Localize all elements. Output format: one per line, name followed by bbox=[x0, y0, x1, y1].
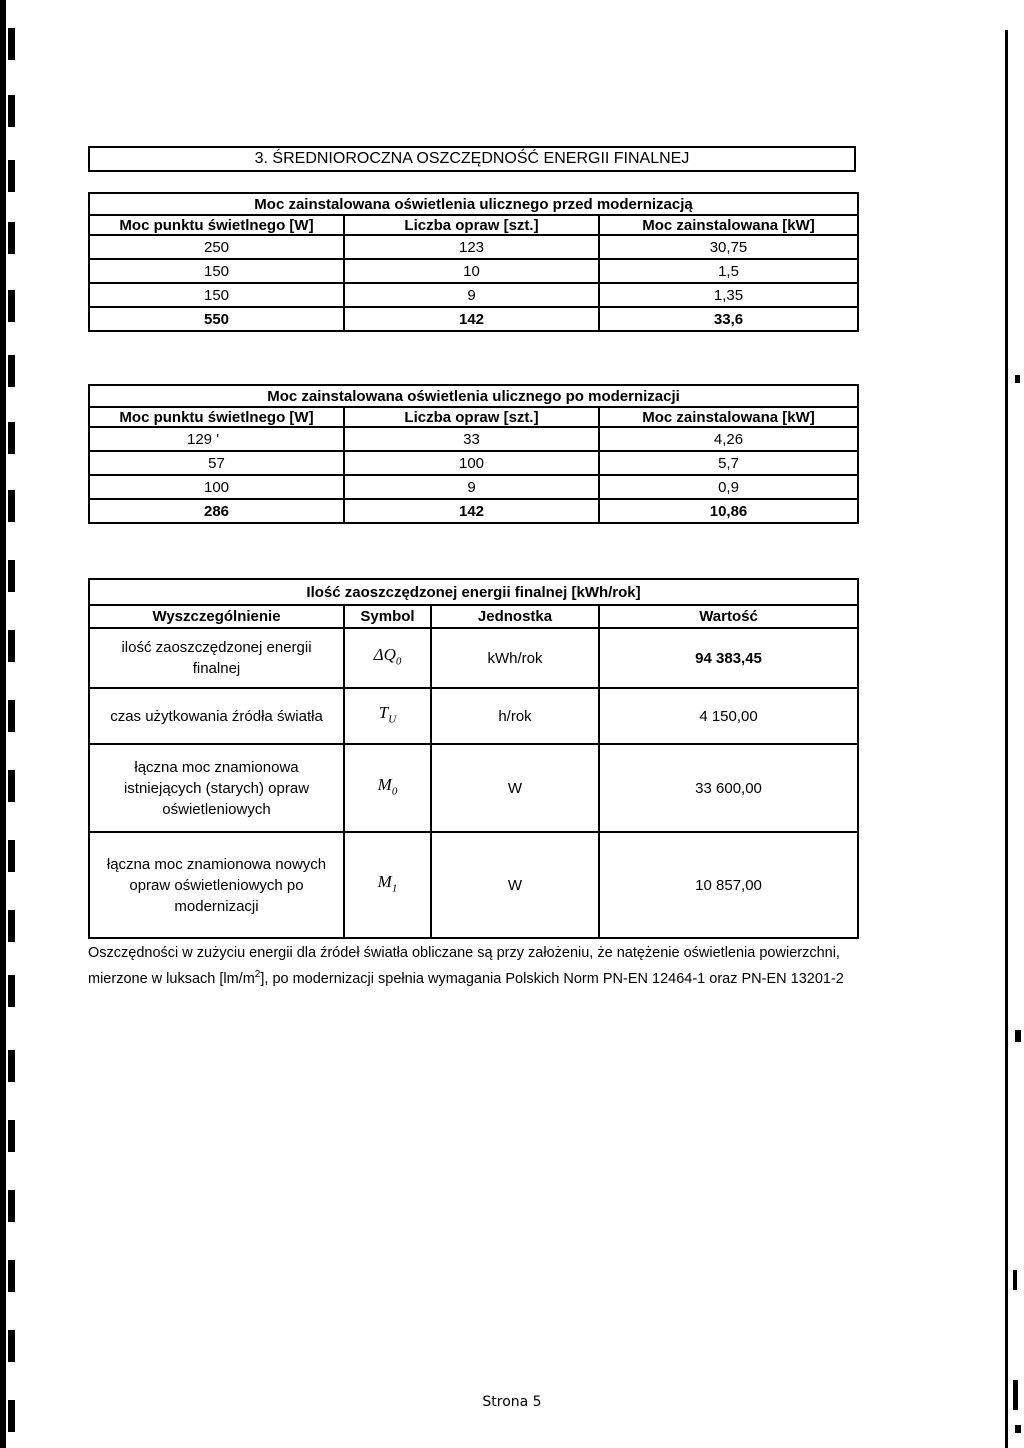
table-cell: czas użytkowania źródła światła bbox=[89, 688, 344, 744]
table-cell: h/rok bbox=[431, 688, 599, 744]
table-caption: Moc zainstalowana oświetlenia ulicznego po modernizacji bbox=[89, 385, 858, 407]
column-header-symbol: Symbol bbox=[344, 605, 431, 628]
table-cell: 142 bbox=[344, 307, 599, 331]
table-cell: 57 bbox=[89, 451, 344, 475]
symbol-cell bbox=[344, 744, 431, 832]
table-total-row bbox=[89, 499, 858, 523]
table-row bbox=[89, 451, 858, 475]
table-cell: 150 bbox=[89, 259, 344, 283]
symbol-text: M bbox=[377, 774, 392, 794]
table-cell: 30,75 bbox=[599, 235, 858, 259]
table-cell: 0,9 bbox=[599, 475, 858, 499]
symbol-subscript: 0 bbox=[395, 655, 402, 668]
column-header-fixture-count: Liczba opraw [szt.] bbox=[344, 215, 599, 235]
table-energy-savings bbox=[88, 578, 859, 939]
table-cell: łączna moc znamionowa istniejących (starych) opraw oświetleniowych bbox=[89, 744, 344, 832]
page-number: Strona 5 bbox=[482, 1394, 542, 1410]
table-row bbox=[89, 628, 858, 688]
table-cell: 33,6 bbox=[599, 307, 858, 331]
table-cell: 550 bbox=[89, 307, 344, 331]
symbol-subscript: 0 bbox=[391, 785, 398, 798]
table-cell: 33 600,00 bbox=[599, 744, 858, 832]
column-header-value: Wartość bbox=[599, 605, 858, 628]
symbol-text: ΔQ bbox=[373, 644, 396, 664]
table-cell: łączna moc znamionowa nowych opraw oświetleniowych po modernizacji bbox=[89, 832, 344, 938]
table-cell: 9 bbox=[344, 283, 599, 307]
table-cell: 250 bbox=[89, 235, 344, 259]
table-caption: Ilość zaoszczędzonej energii finalnej [kWh/rok] bbox=[89, 579, 858, 605]
table-cell: 94 383,45 bbox=[599, 628, 858, 688]
footnote-superscript: 2 bbox=[254, 969, 261, 980]
table-cell: 10,86 bbox=[599, 499, 858, 523]
table-cell: kWh/rok bbox=[431, 628, 599, 688]
table-cell: 4,26 bbox=[599, 427, 858, 451]
table-cell: 100 bbox=[89, 475, 344, 499]
table-cell: 4 150,00 bbox=[599, 688, 858, 744]
table-cell: 1,5 bbox=[599, 259, 858, 283]
column-header-item: Wyszczególnienie bbox=[89, 605, 344, 628]
symbol-cell bbox=[344, 688, 431, 744]
scan-left-border bbox=[0, 0, 6, 1448]
table-cell: 142 bbox=[344, 499, 599, 523]
table-before-modernization bbox=[88, 192, 859, 332]
table-cell: 286 bbox=[89, 499, 344, 523]
column-header-fixture-count: Liczba opraw [szt.] bbox=[344, 407, 599, 427]
table-caption: Moc zainstalowana oświetlenia ulicznego przed modernizacją bbox=[89, 193, 858, 215]
table-cell: 100 bbox=[344, 451, 599, 475]
symbol-text: M bbox=[377, 871, 392, 891]
column-header-unit: Jednostka bbox=[431, 605, 599, 628]
table-cell: 123 bbox=[344, 235, 599, 259]
table-row bbox=[89, 235, 858, 259]
footnote-text-end: ], po modernizacji spełnia wymagania Polskich Norm PN-EN 12464-1 oraz PN-EN 13201-2 bbox=[260, 970, 844, 987]
symbol-cell bbox=[344, 628, 431, 688]
table-cell: W bbox=[431, 832, 599, 938]
table-total-row bbox=[89, 307, 858, 331]
scan-right-edge bbox=[1005, 30, 1024, 1448]
table-cell: 33 bbox=[344, 427, 599, 451]
section-title: 3. ŚREDNIOROCZNA OSZCZĘDNOŚĆ ENERGII FINALNEJ bbox=[88, 146, 856, 172]
table-row bbox=[89, 427, 858, 451]
column-header-power-point: Moc punktu świetlnego [W] bbox=[89, 407, 344, 427]
table-cell: 1,35 bbox=[599, 283, 858, 307]
table-row bbox=[89, 259, 858, 283]
symbol-subscript: U bbox=[388, 713, 397, 726]
table-row bbox=[89, 283, 858, 307]
footnote-text: Oszczędności w zużyciu energii dla źródeł światła obliczane są przy założeniu, że natężenie oświetlenia powierzchni, mierzone w luksach [lm/m bbox=[88, 945, 840, 987]
table-cell: W bbox=[431, 744, 599, 832]
table-cell: 150 bbox=[89, 283, 344, 307]
table-cell: 5,7 bbox=[599, 451, 858, 475]
column-header-installed-power: Moc zainstalowana [kW] bbox=[599, 215, 858, 235]
table-cell: 129 ' bbox=[89, 427, 344, 451]
table-row bbox=[89, 688, 858, 744]
table-row bbox=[89, 832, 858, 938]
column-header-power-point: Moc punktu świetlnego [W] bbox=[89, 215, 344, 235]
symbol-subscript: 1 bbox=[391, 882, 398, 895]
symbol-text: T bbox=[378, 702, 389, 722]
table-cell: 9 bbox=[344, 475, 599, 499]
table-row bbox=[89, 744, 858, 832]
table-cell: 10 bbox=[344, 259, 599, 283]
table-after-modernization bbox=[88, 384, 859, 524]
column-header-installed-power: Moc zainstalowana [kW] bbox=[599, 407, 858, 427]
table-cell: ilość zaoszczędzonej energii finalnej bbox=[89, 628, 344, 688]
scan-left-marks bbox=[8, 0, 18, 1448]
symbol-cell bbox=[344, 832, 431, 938]
footnote bbox=[88, 942, 878, 990]
table-cell: 10 857,00 bbox=[599, 832, 858, 938]
table-row bbox=[89, 475, 858, 499]
